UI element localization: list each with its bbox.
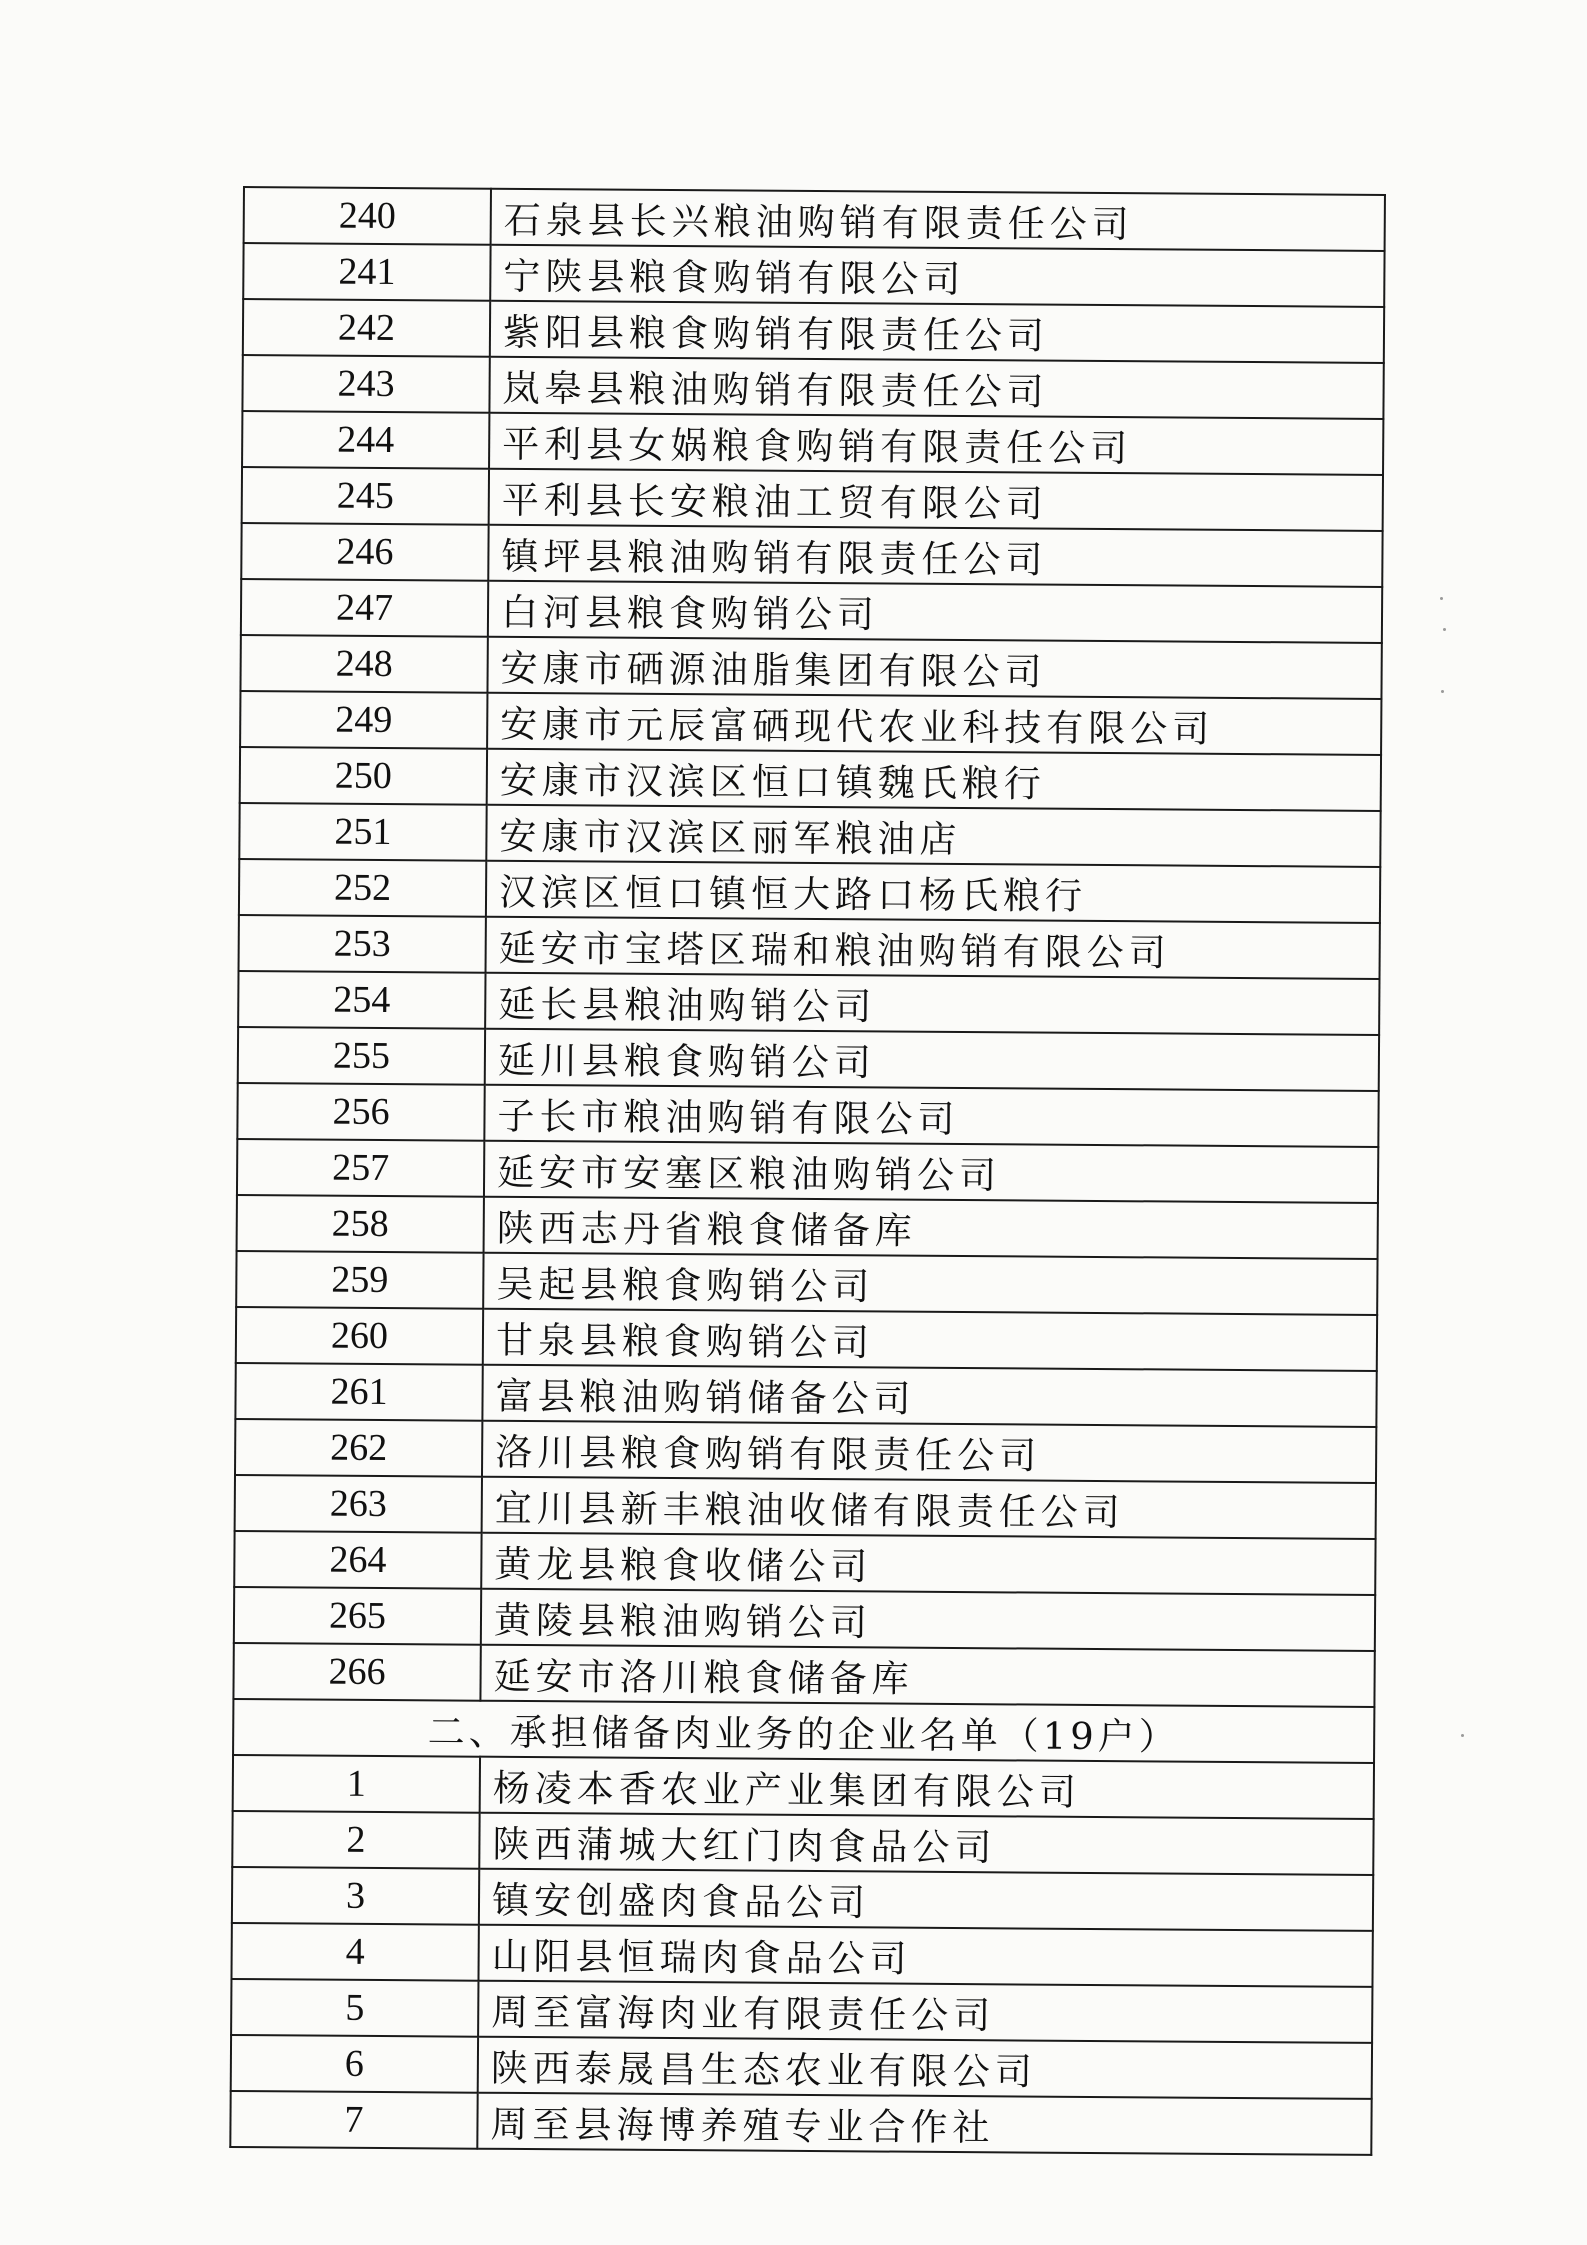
enterprise-name: 延安市安塞区粮油购销公司 [484,1141,1378,1203]
row-number: 255 [238,1027,485,1085]
enterprise-name: 吴起县粮食购销公司 [483,1253,1377,1315]
table-row [236,1307,1377,1371]
row-number: 257 [237,1139,484,1197]
row-number: 246 [241,523,488,581]
section-header-row [233,1699,1374,1763]
enterprise-name: 洛川县粮食购销有限责任公司 [482,1421,1376,1483]
enterprise-name: 黄陵县粮油购销公司 [481,1589,1375,1651]
enterprise-name: 镇坪县粮油购销有限责任公司 [488,525,1382,587]
row-number: 250 [240,747,487,805]
scan-speck [1461,1734,1464,1737]
table-row [236,1251,1377,1315]
row-number: 6 [231,2035,478,2093]
table-row [237,1139,1378,1203]
table-row [231,1979,1372,2043]
enterprise-name: 延川县粮食购销公司 [485,1029,1379,1091]
table-row [235,1363,1376,1427]
row-number: 245 [242,467,489,525]
enterprise-name: 富县粮油购销储备公司 [482,1365,1376,1427]
row-number: 5 [231,1979,478,2037]
table-row [240,691,1381,755]
row-number: 244 [242,411,489,469]
row-number: 252 [239,859,486,917]
enterprise-name: 延安市宝塔区瑞和粮油购销有限公司 [486,917,1380,979]
table-row [242,411,1383,475]
enterprise-name: 延长县粮油购销公司 [485,973,1379,1035]
table-row [239,859,1380,923]
enterprise-name: 平利县长安粮油工贸有限公司 [489,469,1383,531]
table-row [242,467,1383,531]
table-row [232,1867,1373,1931]
table-row [239,803,1380,867]
table-row [234,1587,1375,1651]
table-row [237,1195,1378,1259]
row-number: 253 [239,915,486,973]
enterprise-name: 岚皋县粮油购销有限责任公司 [489,357,1383,419]
table-row [237,1083,1378,1147]
row-number: 263 [235,1475,482,1533]
row-number: 243 [242,355,489,413]
table-row [243,243,1384,307]
table-row [240,635,1381,699]
row-number: 247 [241,579,488,637]
table-row [230,2091,1371,2155]
enterprise-name: 子长市粮油购销有限公司 [484,1085,1378,1147]
enterprise-name: 陕西志丹省粮食储备库 [484,1197,1378,1259]
row-number: 261 [235,1363,482,1421]
table-row [233,1643,1374,1707]
row-number: 2 [232,1811,479,1869]
row-number: 249 [240,691,487,749]
enterprise-name: 石泉县长兴粮油购销有限责任公司 [491,189,1385,251]
row-number: 260 [236,1307,483,1365]
enterprise-name: 甘泉县粮食购销公司 [483,1309,1377,1371]
row-number: 265 [234,1587,481,1645]
table-body [230,187,1385,2155]
table-row [235,1419,1376,1483]
enterprise-name: 黄龙县粮食收储公司 [481,1533,1375,1595]
row-number: 4 [231,1923,478,1981]
row-number: 262 [235,1419,482,1477]
enterprise-name: 宜川县新丰粮油收储有限责任公司 [482,1477,1376,1539]
table-row [232,1811,1373,1875]
table-row [239,915,1380,979]
table-row [238,971,1379,1035]
row-number: 3 [232,1867,479,1925]
enterprise-name: 周至县海博养殖专业合作社 [477,2093,1371,2155]
enterprise-name: 周至富海肉业有限责任公司 [478,1981,1372,2043]
row-number: 241 [243,243,490,301]
scan-speck [1440,597,1443,600]
row-number: 254 [238,971,485,1029]
row-number: 259 [236,1251,483,1309]
enterprise-name: 陕西泰晟昌生态农业有限公司 [478,2037,1372,2099]
enterprise-name: 安康市汉滨区恒口镇魏氏粮行 [487,749,1381,811]
table-row [243,299,1384,363]
enterprise-name: 山阳县恒瑞肉食品公司 [478,1925,1372,1987]
row-number: 264 [234,1531,481,1589]
row-number: 248 [240,635,487,693]
enterprise-name: 白河县粮食购销公司 [488,581,1382,643]
table-row [238,1027,1379,1091]
table-row [231,1923,1372,1987]
enterprise-name: 延安市洛川粮食储备库 [480,1645,1374,1707]
section-title: 二、承担储备肉业务的企业名单（19户） [233,1699,1374,1763]
enterprise-name: 安康市汉滨区丽军粮油店 [486,805,1380,867]
enterprise-name: 安康市元辰富硒现代农业科技有限公司 [487,693,1381,755]
table-row [241,579,1382,643]
enterprise-name: 杨凌本香农业产业集团有限公司 [480,1757,1374,1819]
row-number: 251 [239,803,486,861]
table-row [231,2035,1372,2099]
enterprise-name: 宁陕县粮食购销有限公司 [490,245,1384,307]
enterprise-name: 平利县女娲粮食购销有限责任公司 [489,413,1383,475]
enterprise-name: 安康市硒源油脂集团有限公司 [487,637,1381,699]
row-number: 240 [244,187,491,245]
row-number: 242 [243,299,490,357]
enterprise-name: 镇安创盛肉食品公司 [479,1869,1373,1931]
row-number: 256 [237,1083,484,1141]
table-row [233,1755,1374,1819]
table-row [244,187,1385,251]
table-row [241,523,1382,587]
table-row [235,1475,1376,1539]
enterprise-name: 紫阳县粮食购销有限责任公司 [490,301,1384,363]
row-number: 7 [230,2091,477,2149]
table-row [242,355,1383,419]
enterprise-name: 陕西蒲城大红门肉食品公司 [479,1813,1373,1875]
scan-speck [1441,690,1444,693]
table-row [234,1531,1375,1595]
scan-speck [1443,628,1446,631]
row-number: 1 [233,1755,480,1813]
row-number: 258 [237,1195,484,1253]
table-row [240,747,1381,811]
enterprise-list-table [229,186,1386,2156]
row-number: 266 [233,1643,480,1701]
enterprise-name: 汉滨区恒口镇恒大路口杨氏粮行 [486,861,1380,923]
